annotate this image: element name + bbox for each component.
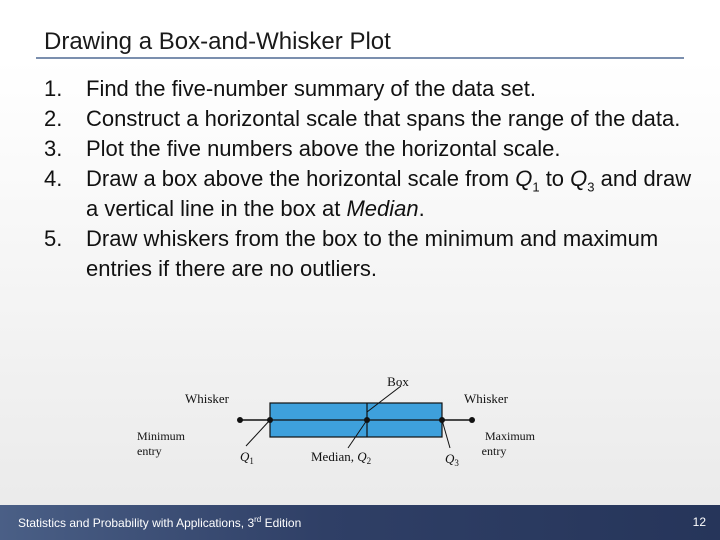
whisker-left-label: Whisker <box>184 391 230 406</box>
step-number: 3. <box>44 136 63 161</box>
step-number: 1. <box>44 76 63 101</box>
step-text: Draw whiskers from the box to the minimum and maximum entries if there are no outliers. <box>86 226 659 281</box>
footer-book-title: Statistics and Probability with Applications, 3rd Edition <box>18 515 302 530</box>
page-number: 12 <box>692 515 706 529</box>
min-point <box>237 417 243 423</box>
maximum-label-2: entry <box>481 444 507 458</box>
q1-pointer <box>246 420 270 446</box>
step-text: Construct a horizontal scale that spans the range of the data. <box>86 106 681 131</box>
step-number: 5. <box>44 226 63 251</box>
median-label: Median, $Q_2$ <box>311 449 372 466</box>
minimum-label-2: entry <box>137 444 162 458</box>
whisker-right-label: Whisker <box>463 391 509 406</box>
max-point <box>469 417 475 423</box>
minimum-label: Minimum <box>137 429 186 443</box>
q1-label: $Q_1$ <box>240 449 254 466</box>
q3-pointer <box>442 420 450 448</box>
step-text: Find the five-number summary of the data set. <box>86 76 536 101</box>
q3-label: $Q_3$ <box>445 451 459 468</box>
maximum-label: Maximum <box>485 429 535 443</box>
step-number: 4. <box>44 166 63 191</box>
box-label: Box <box>387 374 409 389</box>
slide-title: Drawing a Box-and-Whisker Plot <box>44 28 391 55</box>
step-text: Plot the five numbers above the horizontal scale. <box>86 136 561 161</box>
step-text: Draw a box above the horizontal scale from $Q_1$ to $Q_3$ and draw a vertical line in the box at Median. <box>86 166 692 221</box>
step-number: 2. <box>44 106 63 131</box>
